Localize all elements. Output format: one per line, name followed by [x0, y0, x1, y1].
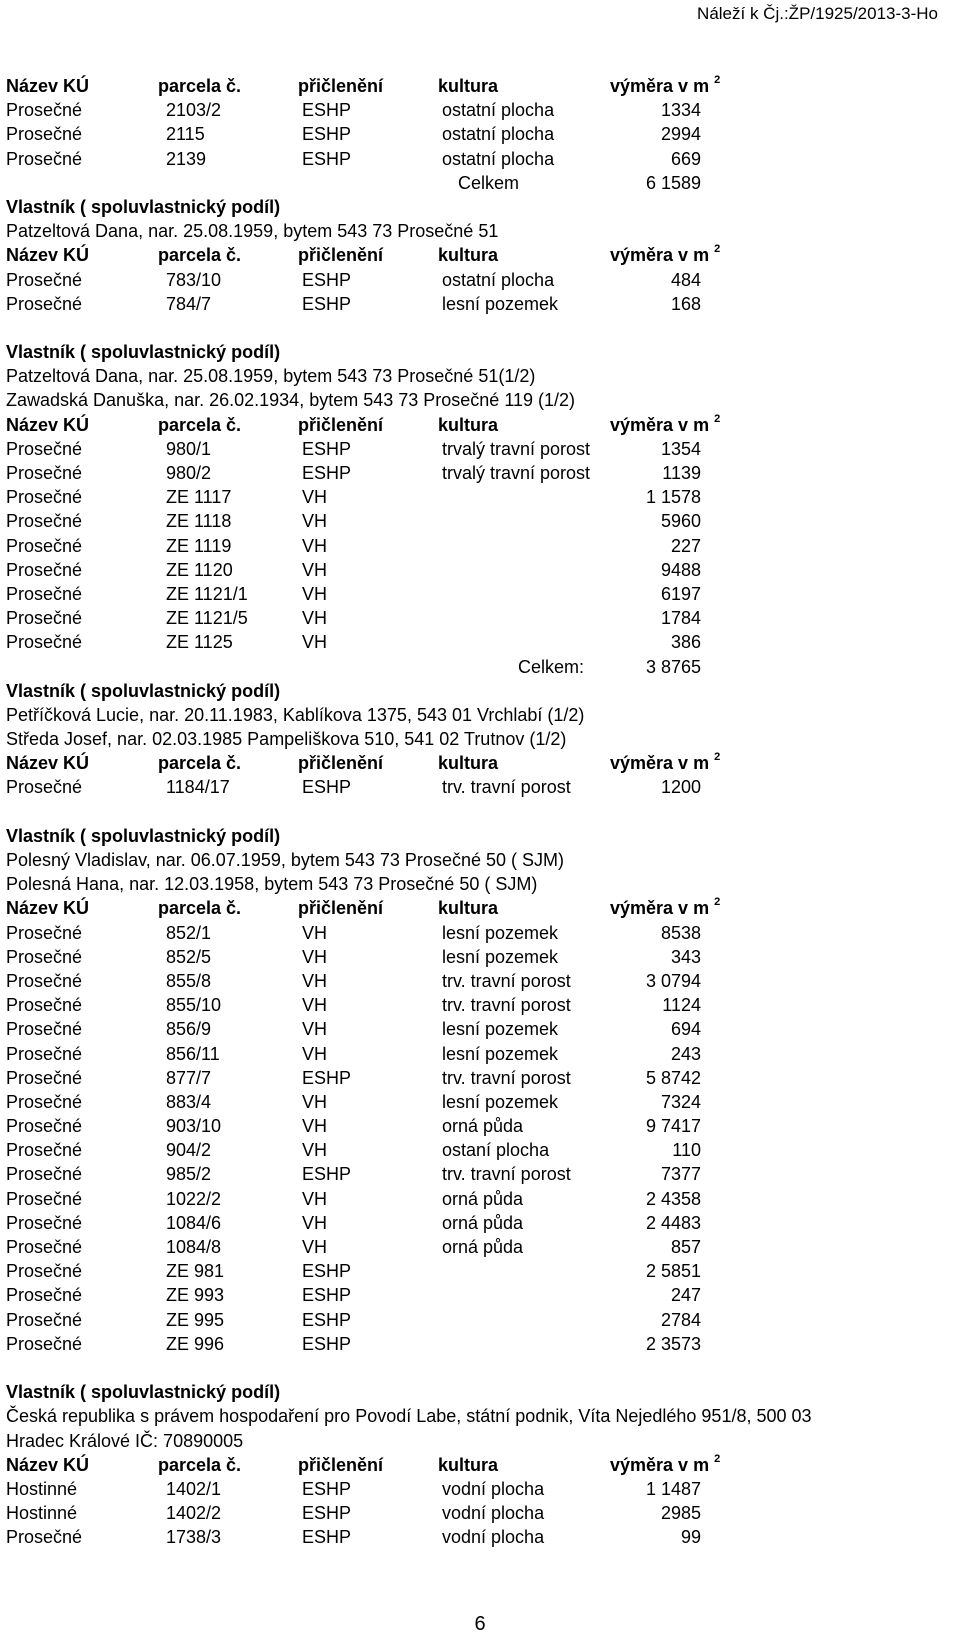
cell-ku: Prosečné: [6, 632, 83, 653]
cell-prirazeni: ESHP: [302, 1261, 352, 1282]
total-row: [6, 655, 951, 679]
cell-parcela: 852/5: [166, 946, 212, 967]
cell-prirazeni: ESHP: [302, 1309, 352, 1330]
cell-vymera: 2985: [660, 1503, 701, 1524]
table-row: [6, 1017, 951, 1041]
cell-parcela: ZE 1119: [166, 535, 232, 556]
header-vymera-label: výměra v m: [610, 245, 710, 266]
header-prirazeni: přičlenění: [298, 245, 384, 266]
cell-prirazeni: ESHP: [302, 269, 352, 290]
cell-prirazeni: VH: [302, 1212, 328, 1233]
header-nazev-ku: Název KÚ: [6, 898, 90, 919]
cell-vymera: 669: [670, 148, 701, 169]
cell-ku: Prosečné: [6, 1019, 83, 1040]
cell-ku: Prosečné: [6, 1091, 83, 1112]
cell-vymera: 2784: [660, 1309, 701, 1330]
header-vymera: [610, 896, 720, 920]
table-row: [6, 98, 951, 122]
header-vymera-superscript: 2: [714, 74, 721, 86]
cell-ku: Prosečné: [6, 1285, 83, 1306]
cell-vymera: 227: [670, 535, 701, 556]
cell-kultura: vodní plocha: [442, 1503, 545, 1524]
section-spacer: [6, 1356, 951, 1380]
cell-parcela: 877/7: [166, 1067, 212, 1088]
cell-parcela: ZE 981: [166, 1261, 225, 1282]
cell-ku: Hostinné: [6, 1503, 78, 1524]
table-row: [6, 993, 951, 1017]
cell-prirazeni: VH: [302, 608, 328, 629]
cell-vymera: 110: [672, 1140, 701, 1161]
section-spacer: [6, 316, 951, 340]
cell-ku: Prosečné: [6, 1164, 83, 1185]
cell-parcela: ZE 1120: [166, 559, 233, 580]
cell-prirazeni: VH: [302, 559, 328, 580]
cell-prirazeni: ESHP: [302, 124, 352, 145]
cell-vymera: 2994: [660, 124, 701, 145]
cell-parcela: 856/11: [166, 1043, 220, 1064]
header-vymera-label: výměra v m: [610, 753, 710, 774]
header-nazev-ku: Název KÚ: [6, 76, 90, 96]
header-vymera-superscript: 2: [714, 1452, 721, 1465]
table-row: [6, 1066, 951, 1090]
cell-parcela: 1738/3: [166, 1527, 222, 1548]
cell-parcela: 784/7: [166, 293, 212, 314]
cell-ku: Prosečné: [6, 1309, 83, 1330]
page-number: 6: [474, 1613, 486, 1635]
cell-parcela: 856/9: [166, 1019, 212, 1040]
header-vymera-superscript: 2: [714, 243, 721, 256]
cell-kultura: ostatní plocha: [442, 269, 555, 290]
cell-parcela: 2139: [166, 148, 207, 169]
table-row: [6, 1042, 951, 1066]
cell-vymera: 343: [670, 946, 701, 967]
table-row: [6, 582, 951, 606]
header-vymera-label: výměra v m: [610, 898, 710, 919]
cell-prirazeni: ESHP: [302, 1164, 352, 1185]
cell-parcela: ZE 1117: [166, 487, 232, 508]
table-row: [6, 945, 951, 969]
cell-ku: Prosečné: [6, 148, 83, 169]
total-label: Celkem: [458, 172, 520, 193]
cell-ku: Prosečné: [6, 1043, 83, 1064]
table-row: [6, 969, 951, 993]
header-vymera-superscript: 2: [714, 751, 721, 764]
header-nazev-ku: Název KÚ: [6, 414, 90, 435]
cell-kultura: lesní pozemek: [442, 1019, 559, 1040]
cell-kultura: trvalý travní porost: [442, 463, 591, 483]
owner-line: Zawadská Danuška, nar. 26.02.1934, bytem 543 73 Prosečné 119 (1/2): [6, 390, 576, 411]
owner-section-heading: Vlastník ( spoluvlastnický podíl): [6, 342, 281, 363]
cell-prirazeni: VH: [302, 632, 328, 653]
cell-vymera: 168: [670, 293, 701, 314]
header-vymera: [610, 751, 720, 775]
cell-prirazeni: VH: [302, 1116, 328, 1137]
header-prirazeni: přičlenění: [298, 898, 384, 919]
table-row: [6, 630, 951, 654]
parcel-listing: [6, 74, 951, 1549]
table-row: [6, 1525, 951, 1549]
cell-ku: Prosečné: [6, 1527, 83, 1548]
cell-prirazeni: VH: [302, 995, 328, 1016]
table-row: [6, 1138, 951, 1162]
header-parcela: parcela č.: [158, 76, 242, 96]
cell-vymera: 386: [670, 632, 701, 653]
cell-prirazeni: VH: [302, 970, 328, 991]
header-kultura: kultura: [438, 76, 499, 96]
section-spacer: [6, 800, 951, 824]
owner-section-heading: Vlastník ( spoluvlastnický podíl): [6, 825, 281, 846]
table-row: [6, 534, 951, 558]
cell-vymera: 6197: [660, 583, 701, 604]
cell-kultura: trv. travní porost: [442, 777, 571, 798]
column-header-row: [6, 751, 951, 775]
cell-ku: Prosečné: [6, 1188, 83, 1209]
cell-prirazeni: VH: [302, 583, 328, 604]
cell-kultura: ostatní plocha: [442, 100, 555, 121]
cell-parcela: ZE 1125: [166, 632, 233, 653]
cell-parcela: 1402/1: [166, 1478, 222, 1499]
table-row: [6, 1332, 951, 1356]
cell-prirazeni: ESHP: [302, 293, 352, 314]
cell-prirazeni: ESHP: [302, 148, 352, 169]
cell-ku: Prosečné: [6, 269, 83, 290]
column-header-row: [6, 243, 951, 267]
cell-vymera: 694: [670, 1019, 701, 1040]
cell-vymera: 857: [670, 1237, 701, 1257]
cell-vymera: 99: [680, 1527, 701, 1548]
cell-ku: Prosečné: [6, 1333, 83, 1354]
header-kultura: kultura: [438, 1454, 499, 1475]
cell-ku: Prosečné: [6, 970, 83, 991]
cell-parcela: 855/8: [166, 970, 212, 991]
cell-ku: Hostinné: [6, 1478, 78, 1499]
cell-prirazeni: VH: [302, 1237, 328, 1257]
cell-vymera: 2 3573: [645, 1333, 701, 1354]
header-vymera-label: výměra v m: [610, 1454, 710, 1475]
column-header-row: [6, 1453, 951, 1477]
cell-parcela: ZE 996: [166, 1333, 225, 1354]
table-row: [6, 1477, 951, 1501]
cell-prirazeni: ESHP: [302, 100, 352, 121]
cell-kultura: vodní plocha: [442, 1478, 545, 1499]
cell-kultura: ostatní plocha: [442, 148, 555, 169]
table-row: [6, 775, 951, 799]
cell-vymera: 247: [670, 1285, 701, 1306]
cell-parcela: 980/2: [166, 463, 212, 483]
table-row: [6, 122, 951, 146]
cell-prirazeni: ESHP: [302, 1503, 352, 1524]
cell-prirazeni: ESHP: [302, 1478, 352, 1499]
cell-vymera: 9488: [660, 559, 701, 580]
cell-ku: Prosečné: [6, 1261, 83, 1282]
cell-vymera: 484: [670, 269, 701, 290]
table-row: [6, 921, 951, 945]
cell-ku: Prosečné: [6, 559, 83, 580]
header-prirazeni: přičlenění: [298, 1454, 384, 1475]
cell-kultura: lesní pozemek: [442, 1043, 559, 1064]
header-vymera-superscript: 2: [714, 896, 721, 909]
cell-kultura: orná půda: [442, 1237, 524, 1257]
cell-prirazeni: VH: [302, 1019, 328, 1040]
cell-ku: Prosečné: [6, 1237, 83, 1257]
owner-section-heading: Vlastník ( spoluvlastnický podíl): [6, 680, 281, 701]
cell-parcela: ZE 1121/1: [166, 583, 248, 604]
owner-line: Patzeltová Dana, nar. 25.08.1959, bytem 543 73 Prosečné 51: [6, 221, 499, 242]
cell-vymera: 8538: [660, 922, 701, 943]
cell-vymera: 1124: [662, 995, 701, 1016]
owner-line: Česká republika s právem hospodaření pro Povodí Labe, státní podnik, Víta Nejedlého 951/8, 500 03: [6, 1406, 812, 1427]
header-prirazeni: přičlenění: [298, 414, 384, 435]
table-row: [6, 268, 951, 292]
table-row: [6, 1235, 951, 1259]
cell-ku: Prosečné: [6, 1140, 83, 1161]
cell-vymera: 2 4483: [645, 1212, 701, 1233]
cell-vymera: 2 4358: [645, 1188, 701, 1209]
header-kultura: kultura: [438, 898, 499, 919]
cell-parcela: 852/1: [166, 922, 212, 943]
header-prirazeni: přičlenění: [298, 76, 384, 96]
total-row: [6, 171, 951, 195]
owner-line: Polesná Hana, nar. 12.03.1958, bytem 543 73 Prosečné 50 ( SJM): [6, 874, 538, 895]
cell-prirazeni: VH: [302, 946, 328, 967]
cell-ku: Prosečné: [6, 535, 83, 556]
table-row: [6, 1090, 951, 1114]
cell-vymera: 5960: [660, 511, 701, 532]
table-row: [6, 1211, 951, 1235]
owner-section-heading: Vlastník ( spoluvlastnický podíl): [6, 1382, 281, 1403]
table-row: [6, 606, 951, 630]
cell-parcela: 883/4: [166, 1091, 212, 1112]
cell-prirazeni: ESHP: [302, 438, 352, 459]
cell-parcela: ZE 993: [166, 1285, 225, 1306]
owner-section-heading: Vlastník ( spoluvlastnický podíl): [6, 196, 281, 217]
header-parcela: parcela č.: [158, 1454, 242, 1475]
cell-kultura: orná půda: [442, 1212, 524, 1233]
cell-vymera: 9 7417: [645, 1116, 701, 1137]
cell-vymera: 1 1487: [645, 1478, 701, 1499]
table-row: [6, 292, 951, 316]
cell-kultura: trv. travní porost: [442, 995, 571, 1016]
cell-kultura: lesní pozemek: [442, 1091, 559, 1112]
cell-prirazeni: VH: [302, 1188, 328, 1209]
cell-kultura: trvalý travní porost: [442, 438, 591, 459]
header-vymera-superscript: 2: [714, 412, 721, 425]
table-row: [6, 1501, 951, 1525]
cell-parcela: ZE 1121/5: [166, 608, 248, 629]
header-nazev-ku: Název KÚ: [6, 1454, 90, 1475]
header-kultura: kultura: [438, 245, 499, 266]
cell-kultura: ostatní plocha: [442, 124, 555, 145]
cell-prirazeni: VH: [302, 922, 328, 943]
table-row: [6, 1114, 951, 1138]
cell-parcela: 1402/2: [166, 1503, 222, 1524]
column-header-row: [6, 413, 951, 437]
header-parcela: parcela č.: [158, 414, 242, 435]
header-kultura: kultura: [438, 414, 499, 435]
owner-line: Středa Josef, nar. 02.03.1985 Pampeliškova 510, 541 02 Trutnov (1/2): [6, 729, 567, 750]
cell-parcela: 985/2: [166, 1164, 212, 1185]
cell-kultura: orná půda: [442, 1188, 524, 1209]
cell-ku: Prosečné: [6, 583, 83, 604]
table-row: [6, 147, 951, 171]
cell-vymera: 2 5851: [645, 1261, 701, 1282]
column-header-row: [6, 74, 951, 98]
cell-vymera: 1354: [660, 438, 701, 459]
header-vymera-label: výměra v m: [610, 76, 710, 96]
cell-vymera: 243: [670, 1043, 701, 1064]
cell-prirazeni: VH: [302, 511, 328, 532]
cell-ku: Prosečné: [6, 995, 83, 1016]
table-row: [6, 461, 951, 485]
cell-kultura: lesní pozemek: [442, 293, 559, 314]
cell-ku: Prosečné: [6, 1212, 83, 1233]
cell-kultura: trv. travní porost: [442, 1164, 571, 1185]
cell-vymera: 1334: [660, 100, 701, 121]
header-vymera: [610, 1453, 720, 1477]
cell-vymera: 7324: [660, 1091, 701, 1112]
cell-prirazeni: VH: [302, 1091, 328, 1112]
table-row: [6, 1259, 951, 1283]
document-reference: Náleží k Čj.:ŽP/1925/2013-3-Ho: [697, 4, 938, 23]
header-vymera: [610, 243, 720, 267]
cell-prirazeni: ESHP: [302, 463, 352, 483]
cell-prirazeni: ESHP: [302, 1067, 352, 1088]
cell-parcela: ZE 1118: [166, 511, 232, 532]
header-parcela: parcela č.: [158, 245, 242, 266]
total-value: 6 1589: [645, 172, 701, 193]
header-prirazeni: přičlenění: [298, 753, 384, 774]
cell-prirazeni: VH: [302, 1043, 328, 1064]
cell-ku: Prosečné: [6, 608, 83, 629]
cell-parcela: 2103/2: [166, 100, 222, 121]
header-vymera: [610, 74, 720, 98]
cell-kultura: ostaní plocha: [442, 1140, 550, 1161]
cell-parcela: 855/10: [166, 995, 222, 1016]
cell-parcela: 904/2: [166, 1140, 212, 1161]
cell-prirazeni: VH: [302, 487, 328, 508]
cell-prirazeni: ESHP: [302, 1333, 352, 1354]
owner-line: Hradec Králové IČ: 70890005: [6, 1430, 244, 1451]
header-nazev-ku: Název KÚ: [6, 245, 90, 266]
table-row: [6, 437, 951, 461]
cell-parcela: 1022/2: [166, 1188, 222, 1209]
cell-kultura: orná půda: [442, 1116, 524, 1137]
cell-prirazeni: VH: [302, 535, 328, 556]
cell-ku: Prosečné: [6, 487, 83, 508]
cell-ku: Prosečné: [6, 293, 83, 314]
cell-vymera: 7377: [660, 1164, 701, 1185]
cell-parcela: ZE 995: [166, 1309, 225, 1330]
cell-parcela: 783/10: [166, 269, 222, 290]
table-row: [6, 485, 951, 509]
header-vymera: [610, 413, 720, 437]
cell-parcela: 1084/8: [166, 1237, 222, 1257]
header-nazev-ku: Název KÚ: [6, 753, 90, 774]
cell-kultura: lesní pozemek: [442, 922, 559, 943]
table-row: [6, 1187, 951, 1211]
cell-ku: Prosečné: [6, 100, 83, 121]
cell-ku: Prosečné: [6, 946, 83, 967]
cell-ku: Prosečné: [6, 777, 83, 798]
header-vymera-label: výměra v m: [610, 414, 710, 435]
cell-vymera: 1 1578: [645, 487, 701, 508]
cell-ku: Prosečné: [6, 1116, 83, 1137]
total-value: 3 8765: [645, 656, 701, 677]
cell-vymera: 1200: [660, 777, 701, 798]
cell-vymera: 1139: [662, 463, 701, 483]
cell-ku: Prosečné: [6, 438, 83, 459]
cell-prirazeni: ESHP: [302, 1527, 352, 1548]
table-row: [6, 558, 951, 582]
cell-ku: Prosečné: [6, 511, 83, 532]
cell-parcela: 2115: [166, 124, 205, 145]
cell-prirazeni: ESHP: [302, 1285, 352, 1306]
cell-kultura: trv. travní porost: [442, 1067, 571, 1088]
header-kultura: kultura: [438, 753, 499, 774]
cell-prirazeni: ESHP: [302, 777, 352, 798]
cell-parcela: 1184/17: [166, 777, 230, 798]
header-parcela: parcela č.: [158, 753, 242, 774]
cell-kultura: lesní pozemek: [442, 946, 559, 967]
cell-prirazeni: VH: [302, 1140, 328, 1161]
table-row: [6, 1283, 951, 1307]
cell-parcela: 980/1: [166, 438, 212, 459]
cell-parcela: 903/10: [166, 1116, 222, 1137]
cell-vymera: 5 8742: [645, 1067, 701, 1088]
cell-kultura: vodní plocha: [442, 1527, 545, 1548]
cell-ku: Prosečné: [6, 124, 83, 145]
cell-ku: Prosečné: [6, 922, 83, 943]
cell-ku: Prosečné: [6, 463, 83, 483]
header-parcela: parcela č.: [158, 898, 242, 919]
owner-line: Patzeltová Dana, nar. 25.08.1959, bytem 543 73 Prosečné 51(1/2): [6, 366, 536, 387]
total-label: Celkem:: [518, 656, 585, 677]
table-row: [6, 509, 951, 533]
table-row: [6, 1308, 951, 1332]
cell-kultura: trv. travní porost: [442, 970, 571, 991]
cell-ku: Prosečné: [6, 1067, 83, 1088]
cell-vymera: 3 0794: [645, 970, 701, 991]
cell-vymera: 1784: [660, 608, 701, 629]
owner-line: Polesný Vladislav, nar. 06.07.1959, bytem 543 73 Prosečné 50 ( SJM): [6, 850, 564, 870]
owner-line: Petříčková Lucie, nar. 20.11.1983, Kablíkova 1375, 543 01 Vrchlabí (1/2): [6, 704, 585, 725]
table-row: [6, 1162, 951, 1186]
column-header-row: [6, 896, 951, 920]
cell-parcela: 1084/6: [166, 1212, 222, 1233]
